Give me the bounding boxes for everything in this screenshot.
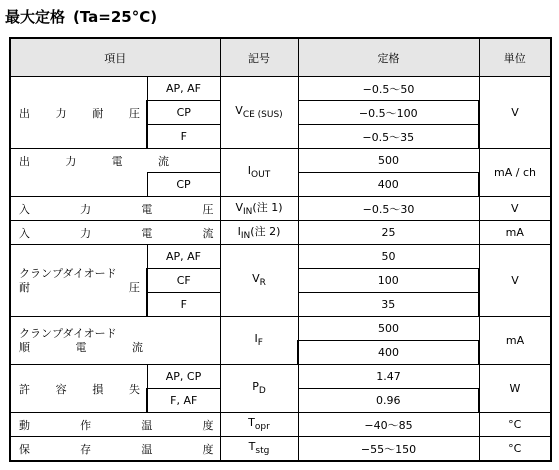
rating-cell: 500	[298, 317, 479, 341]
variant-cell: F, AF	[147, 389, 220, 413]
rating-cell: 35	[298, 293, 479, 317]
row-label-spacer	[10, 173, 147, 197]
max-ratings-table	[9, 37, 552, 462]
table-row	[10, 437, 551, 462]
unit-cell: W	[479, 365, 551, 413]
rating-cell: −0.5〜35	[298, 125, 479, 149]
page-title	[5, 6, 157, 27]
table-row	[10, 149, 551, 173]
unit-cell: mA	[479, 221, 551, 245]
symbol-cell: $P_D$	[220, 365, 298, 413]
row-label: 動 作 温 度	[10, 413, 220, 437]
symbol-cell: $T_{stg}$	[220, 437, 298, 462]
row-label: 出 力 耐 圧	[10, 77, 147, 149]
symbol-cell: $I_{IN}$(注 2)	[220, 221, 298, 245]
symbol-cell: $V_R$	[220, 245, 298, 317]
table-row	[10, 77, 551, 101]
rating-cell: 25	[298, 221, 479, 245]
variant-cell: AP, AF	[147, 245, 220, 269]
symbol-cell: $I_F$	[220, 317, 298, 365]
unit-cell: V	[479, 77, 551, 149]
row-label: 許 容 損 失	[10, 365, 147, 413]
table-row	[10, 245, 551, 269]
rating-cell: 50	[298, 245, 479, 269]
table-row	[10, 413, 551, 437]
header-item: 項目	[10, 38, 220, 77]
symbol-cell: $T_{opr}$	[220, 413, 298, 437]
unit-cell: V	[479, 245, 551, 317]
variant-cell: F	[147, 125, 220, 149]
variant-cell: CP	[147, 173, 220, 197]
variant-cell: AP, AF	[147, 77, 220, 101]
table-row	[10, 365, 551, 389]
rating-cell: −0.5〜50	[298, 77, 479, 101]
rating-cell: 0.96	[298, 389, 479, 413]
variant-cell: CF	[147, 269, 220, 293]
symbol-cell: $V_{IN}$(注 1)	[220, 197, 298, 221]
row-label: クランプダイオード 順 電 流	[10, 317, 220, 365]
table-row	[10, 221, 551, 245]
rating-cell: −0.5〜100	[298, 101, 479, 125]
header-symbol: 記号	[220, 38, 298, 77]
table-row	[10, 197, 551, 221]
unit-cell: mA	[479, 317, 551, 365]
rating-cell: −0.5〜30	[298, 197, 479, 221]
rating-cell: 400	[298, 173, 479, 197]
unit-cell: °C	[479, 437, 551, 462]
row-label: クランプダイオード 耐 圧	[10, 245, 147, 317]
symbol-cell: $V_{CE (SUS)}$	[220, 77, 298, 149]
table-row	[10, 317, 551, 341]
rating-cell: 100	[298, 269, 479, 293]
table-header-row	[10, 38, 551, 77]
rating-cell: 400	[298, 341, 479, 365]
header-unit: 単位	[479, 38, 551, 77]
variant-cell: CP	[147, 101, 220, 125]
symbol-cell: $I_{OUT}$	[220, 149, 298, 197]
row-label: 出 力 電 流	[10, 149, 220, 173]
row-label: 入 力 電 圧	[10, 197, 220, 221]
unit-cell: V	[479, 197, 551, 221]
title-main: 最大定格	[5, 8, 66, 26]
rating-cell: 500	[298, 149, 479, 173]
unit-cell: °C	[479, 413, 551, 437]
row-label: 保 存 温 度	[10, 437, 220, 462]
rating-cell: 1.47	[298, 365, 479, 389]
rating-cell: −40〜85	[298, 413, 479, 437]
rating-cell: −55〜150	[298, 437, 479, 462]
variant-cell: AP, CP	[147, 365, 220, 389]
row-label: 入 力 電 流	[10, 221, 220, 245]
variant-cell: F	[147, 293, 220, 317]
title-condition: (Ta=25°C)	[73, 8, 158, 26]
header-rating: 定格	[298, 38, 479, 77]
unit-cell: mA / ch	[479, 149, 551, 197]
